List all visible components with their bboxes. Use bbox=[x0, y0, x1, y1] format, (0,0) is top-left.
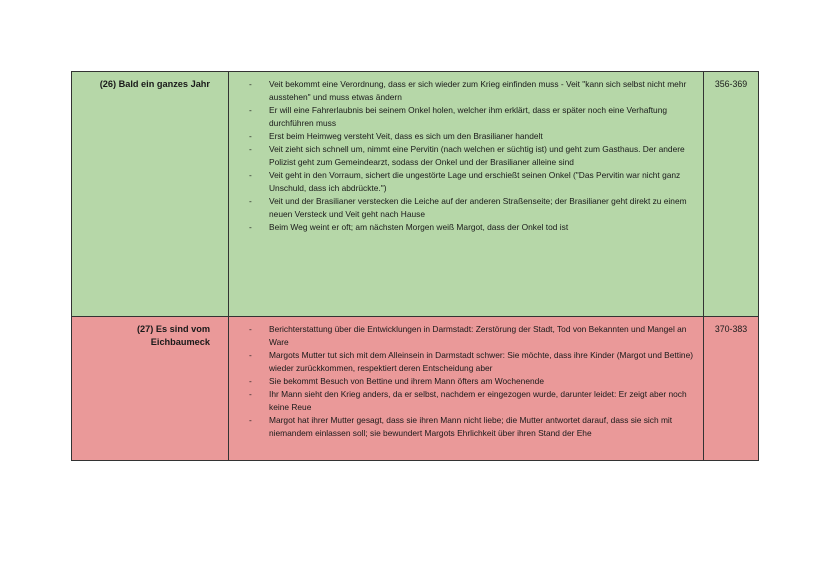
bullet-dash: - bbox=[249, 222, 252, 232]
bullet-dash: - bbox=[249, 196, 252, 206]
summary-cell bbox=[229, 72, 704, 317]
bullet-dash: - bbox=[249, 131, 252, 141]
chapter-title-line-2: Eichbaumeck bbox=[150, 336, 210, 347]
list-item: - Beim Weg weint er oft; am nächsten Morgen weiß Margot, dass der Onkel tod ist bbox=[249, 222, 569, 232]
bullet-dash: - bbox=[249, 350, 252, 360]
summary-cell bbox=[229, 317, 704, 461]
bullet-dash: - bbox=[249, 415, 252, 425]
bullet-dash: - bbox=[249, 105, 252, 115]
bullet-dash: - bbox=[249, 389, 252, 399]
list-item: - Veit bekommt eine Verordnung, dass er sich wieder zum Krieg einfinden muss - Veit "kann sich selbst nicht mehr ausstehen" und muss etwas ändern bbox=[249, 79, 687, 102]
page-range: 370-383 bbox=[714, 324, 748, 334]
list-item: - Erst beim Heimweg versteht Veit, dass es sich um den Brasilianer handelt bbox=[249, 131, 543, 141]
list-item: - Margots Mutter tut sich mit dem Alleinsein in Darmstadt schwer: Sie möchte, dass ihre Kinder (Margot und Bettine) wieder zurückkommen, respektiert deren Entscheidung aber bbox=[249, 350, 694, 373]
page-range-cell bbox=[704, 317, 759, 461]
list-item: - Er will eine Fahrerlaubnis bei seinem Onkel holen, welcher ihm erklärt, dass er später noch eine Verhaftung durchführen muss bbox=[249, 105, 668, 128]
list-item: - Sie bekommt Besuch von Bettine und ihrem Mann öfters am Wochenende bbox=[249, 376, 544, 386]
bullet-dash: - bbox=[249, 170, 252, 180]
summary-list bbox=[229, 72, 703, 234]
chapter-title-cell bbox=[72, 317, 229, 461]
list-item: - Margot hat ihrer Mutter gesagt, dass sie ihren Mann nicht liebe; die Mutter antwortet darauf, dass sie sich mit niemandem einlassen soll; sie bewundert Margots Ehrlichkeit über ihren Stand der Ehe bbox=[249, 415, 673, 438]
list-item: - Ihr Mann sieht den Krieg anders, da er selbst, nachdem er eingezogen wurde, darunter leidet: Er zeigt aber noch keine Reue bbox=[249, 389, 687, 412]
bullet-dash: - bbox=[249, 324, 252, 334]
chapter-summary-table bbox=[71, 71, 759, 461]
chapter-title-cell bbox=[72, 72, 229, 317]
list-item: - Berichterstattung über die Entwicklungen in Darmstadt: Zerstörung der Stadt, Tod von Bekannten und Mangel an Ware bbox=[249, 324, 687, 347]
page-range: 356-369 bbox=[714, 79, 748, 89]
table-row-chapter-26 bbox=[72, 72, 759, 317]
chapter-title-line-1: (27) Es sind vom bbox=[136, 324, 210, 334]
list-item: - Veit und der Brasilianer verstecken die Leiche auf der anderen Straßenseite; der Brasilianer geht direkt zu einem neuen Versteck und Veit geht nach Hause bbox=[249, 196, 687, 219]
bullet-dash: - bbox=[249, 376, 252, 386]
page-range-cell bbox=[704, 72, 759, 317]
list-item: - Veit geht in den Vorraum, sichert die ungestörte Lage und erschießt seinen Onkel ("Das Pervitin war nicht ganz Unschuld, dass ich abdrückte.") bbox=[249, 170, 681, 193]
bullet-dash: - bbox=[249, 79, 252, 89]
table-row-chapter-27 bbox=[72, 317, 759, 461]
chapter-title: (26) Bald ein ganzes Jahr bbox=[99, 79, 210, 89]
summary-list bbox=[229, 317, 703, 440]
list-item: - Veit zieht sich schnell um, nimmt eine Pervitin (nach welchen er süchtig ist) und geht zum Gasthaus. Der andere Polizist geht zum Gemeindearzt, sodass der Onkel und der Brasilianer alleine sind bbox=[249, 144, 685, 167]
bullet-dash: - bbox=[249, 144, 252, 154]
